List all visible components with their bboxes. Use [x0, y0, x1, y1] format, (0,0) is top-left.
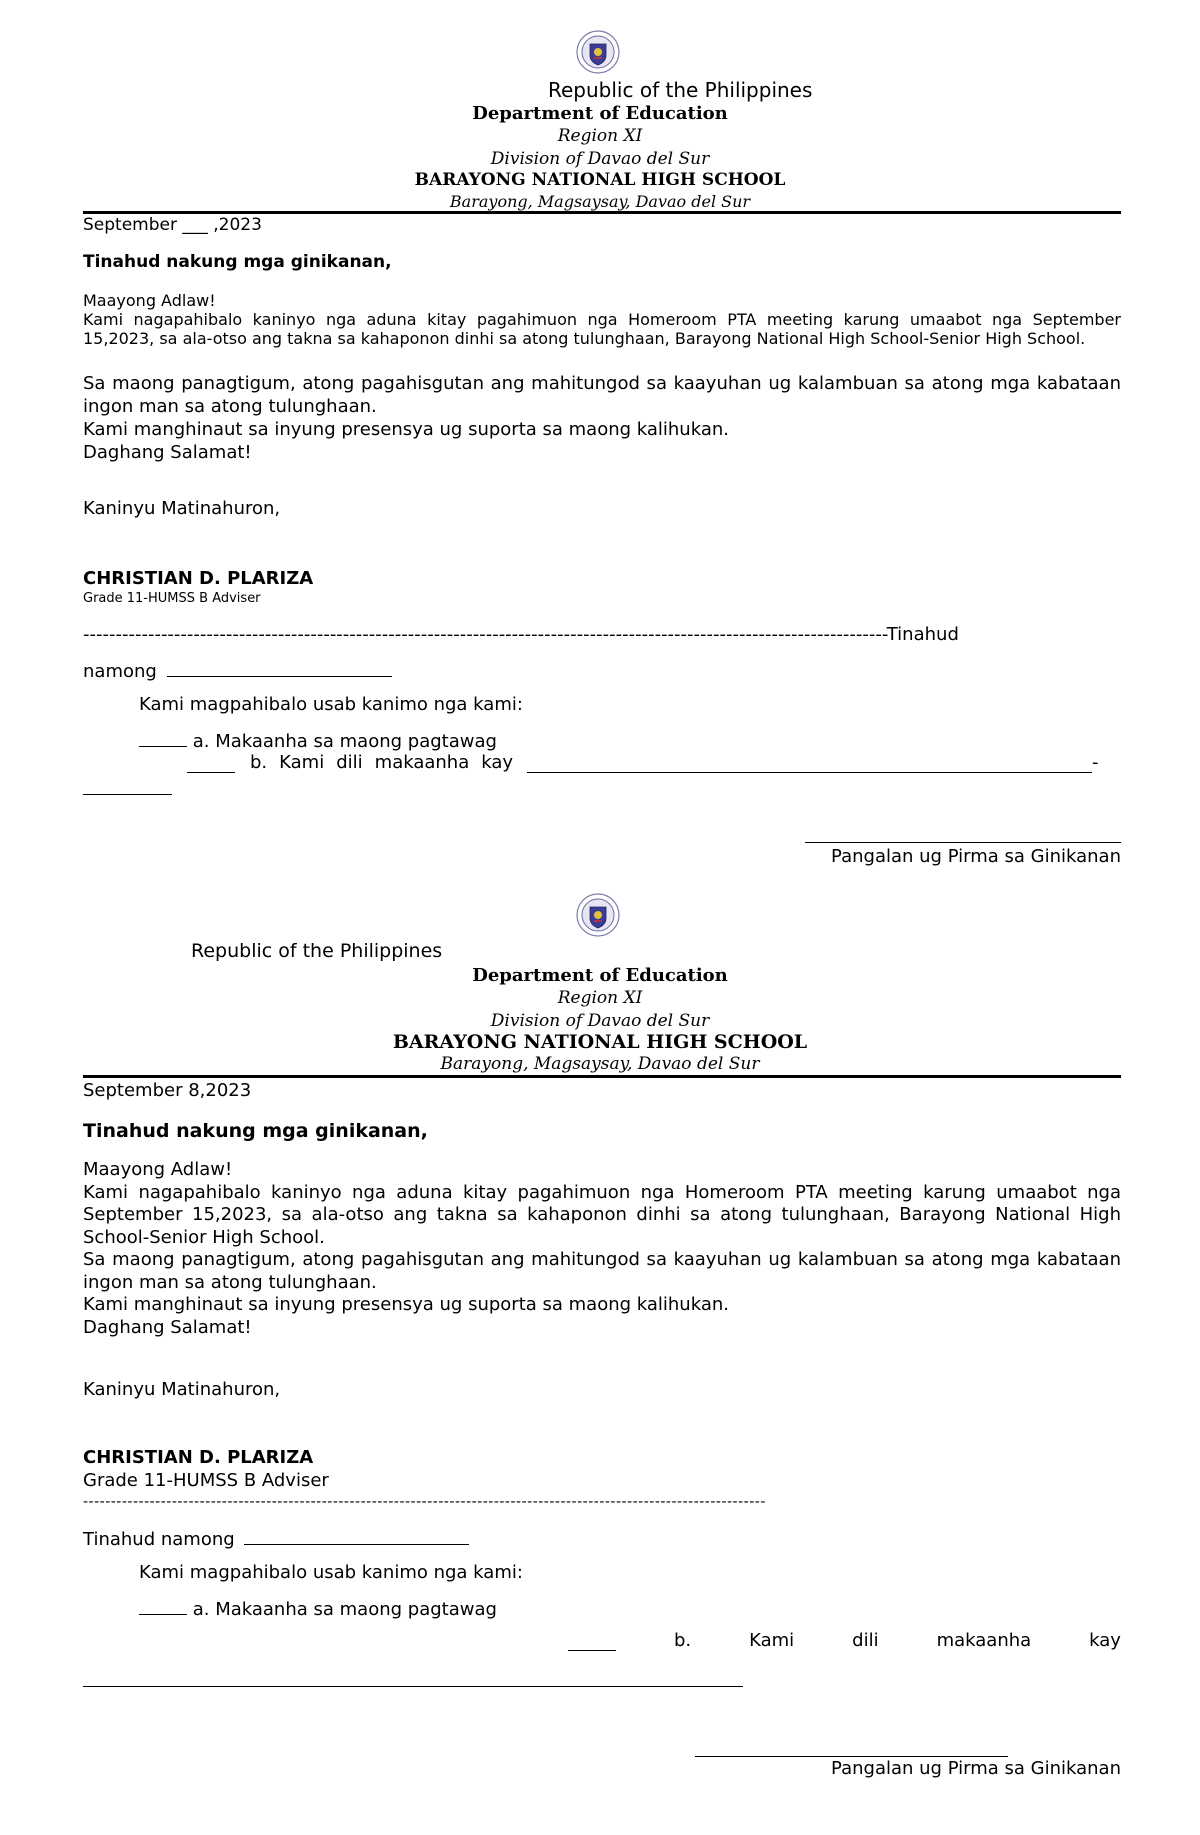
signatory-position: Grade 11-HUMSS B Adviser — [83, 1470, 329, 1491]
option-a-row — [139, 728, 497, 752]
signature-label: Pangalan ug Pirma sa Ginikanan — [831, 846, 1121, 867]
closing-text: Kaninyu Matinahuron, — [83, 1379, 281, 1400]
signature-blank[interactable] — [805, 842, 1121, 843]
salutation: Tinahud nakung mga ginikanan, — [83, 252, 392, 272]
notice-text: Kami magpahibalo usab kanimo nga kami: — [139, 1562, 523, 1583]
division-text: Division of Davao del Sur — [490, 149, 710, 169]
thanks-text: Daghang Salamat! — [83, 442, 252, 463]
notice-text: Kami magpahibalo usab kanimo nga kami: — [139, 694, 523, 715]
header-rule — [83, 211, 1121, 214]
option-b-letter: b. — [673, 1630, 692, 1651]
option-b-word: makaanha — [374, 752, 470, 773]
department-text: Department of Education — [472, 965, 728, 986]
signatory-name: CHRISTIAN D. PLARIZA — [83, 568, 314, 589]
deped-seal-icon — [576, 893, 620, 937]
signatory-name: CHRISTIAN D. PLARIZA — [83, 1447, 314, 1468]
cut-line: --------------------------------------------------------------------------------------------------------------------------- — [83, 1494, 766, 1510]
body-paragraph-2: Sa maong panagtigum, atong pagahisgutan ang mahitungod sa kaayuhan ug kalambuan sa atong mga kabataan ingon man sa atong tulunghaan. — [83, 373, 1121, 417]
reply-to-line — [83, 1526, 469, 1550]
department-text: Department of Education — [472, 103, 728, 124]
option-b-letter: b. — [250, 752, 268, 773]
signature-blank[interactable] — [695, 1756, 1008, 1757]
division-text: Division of Davao del Sur — [490, 1011, 710, 1031]
greeting: Maayong Adlaw! — [83, 1159, 233, 1180]
republic-text: Republic of the Philippines — [191, 940, 443, 962]
letter-date: September ___ ,2023 — [83, 215, 262, 235]
body-paragraph-1: Kami nagapahibalo kaninyo nga aduna kitay pagahimuon nga Homeroom PTA meeting karung umaabot nga September 15,2023, sa ala-otso ang takna sa kahaponon dinhi sa atong tulunghaan, Barayong National High School-Senior High School. — [83, 1181, 1121, 1248]
region-text: Region XI — [557, 126, 643, 146]
letter-body-cont — [83, 372, 1121, 464]
body-paragraph-3: Kami manghinaut sa inyung presensya ug suporta sa maong kalihukan. — [83, 1294, 729, 1315]
option-b-blank[interactable] — [187, 754, 235, 773]
republic-text: Republic of the Philippines — [548, 78, 813, 102]
reason-blank-continued[interactable] — [83, 794, 172, 795]
signatory-position: Grade 11-HUMSS B Adviser — [83, 591, 261, 606]
cut-line: ----------------------------------------------------------------------------------------------------------------------------Tinahud — [83, 624, 959, 645]
signature-label: Pangalan ug Pirma sa Ginikanan — [831, 1758, 1121, 1779]
option-b-word: dili — [336, 752, 363, 773]
name-blank[interactable] — [244, 1526, 469, 1545]
thanks-text: Daghang Salamat! — [83, 1316, 252, 1338]
school-name: BARAYONG NATIONAL HIGH SCHOOL — [392, 1031, 808, 1053]
option-b-word: makaanha — [936, 1630, 1032, 1651]
greeting: Maayong Adlaw! — [83, 291, 216, 310]
name-blank[interactable] — [167, 658, 392, 677]
letter-body — [83, 291, 1121, 348]
school-address: Barayong, Magsaysay, Davao del Sur — [449, 192, 751, 211]
option-b-row — [187, 752, 1121, 773]
option-b-word: Kami — [279, 752, 325, 773]
option-b-word: kay — [1089, 1630, 1121, 1651]
reason-blank[interactable] — [83, 1686, 743, 1687]
option-a-label: a. Makaanha sa maong pagtawag — [192, 731, 497, 752]
deped-seal-icon — [576, 30, 620, 74]
school-address: Barayong, Magsaysay, Davao del Sur — [440, 1054, 760, 1074]
option-a-row — [139, 1596, 497, 1620]
reason-dash: - — [1092, 752, 1099, 773]
body-paragraph-2: Sa maong panagtigum, atong pagahisgutan ang mahitungod sa kaayuhan ug kalambuan sa atong mga kabataan ingon man sa atong tulunghaan. — [83, 1249, 1121, 1293]
option-a-blank[interactable] — [139, 1596, 187, 1615]
region-text: Region XI — [557, 988, 643, 1008]
option-b-word: dili — [852, 1630, 879, 1651]
option-b-word: kay — [481, 752, 514, 773]
reply-to-label: namong — [83, 661, 157, 682]
option-b-row — [568, 1630, 1121, 1651]
salutation: Tinahud nakung mga ginikanan, — [83, 1120, 428, 1142]
body-paragraph-1: Kami nagapahibalo kaninyo nga aduna kitay pagahimuon nga Homeroom PTA meeting karung umaabot nga September 15,2023, sa ala-otso ang takna sa kahaponon dinhi sa atong tulunghaan, Barayong National High School-Senior High School. — [83, 310, 1121, 348]
letter-date: September 8,2023 — [83, 1080, 252, 1101]
school-name: BARAYONG NATIONAL HIGH SCHOOL — [414, 170, 786, 190]
letter-body — [83, 1159, 1121, 1339]
closing-text: Kaninyu Matinahuron, — [83, 498, 281, 519]
option-b-word: Kami — [749, 1630, 795, 1651]
reply-to-line — [83, 658, 392, 682]
reply-to-label: Tinahud namong — [83, 1529, 235, 1550]
header-rule — [83, 1075, 1121, 1078]
option-a-label: a. Makaanha sa maong pagtawag — [192, 1599, 497, 1620]
option-b-blank[interactable] — [568, 1632, 616, 1651]
reason-blank[interactable] — [527, 754, 1092, 773]
body-paragraph-3: Kami manghinaut sa inyung presensya ug suporta sa maong kalihukan. — [83, 419, 729, 440]
option-a-blank[interactable] — [139, 728, 187, 747]
